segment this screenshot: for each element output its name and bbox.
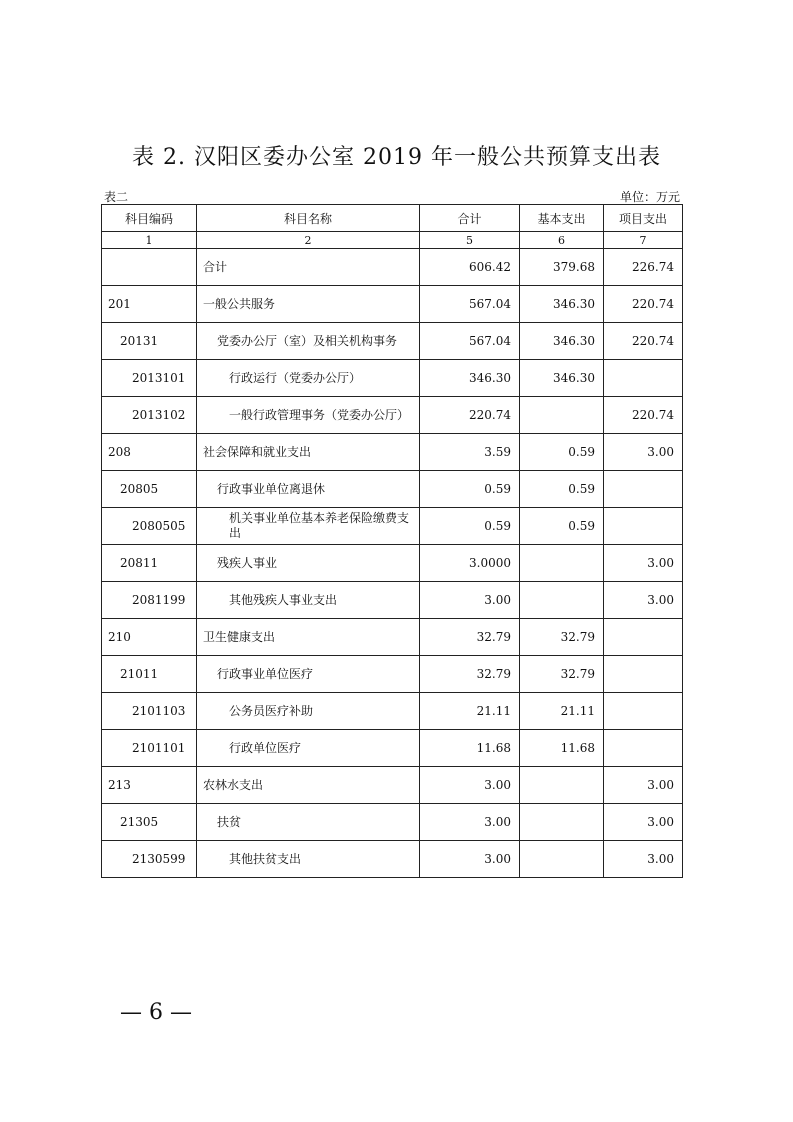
total-cell: 21.11: [420, 693, 520, 730]
project-cell: [604, 360, 683, 397]
name-cell: 农林水支出: [197, 767, 420, 804]
table-row: [102, 360, 683, 397]
code-cell: 21305: [102, 804, 197, 841]
table-row: [102, 841, 683, 878]
total-cell: 3.0000: [420, 545, 520, 582]
basic-cell: [520, 841, 604, 878]
name-cell: 党委办公厅（室）及相关机构事务: [197, 323, 420, 360]
total-cell: 3.59: [420, 434, 520, 471]
project-cell: 226.74: [604, 249, 683, 286]
total-cell: 567.04: [420, 286, 520, 323]
total-cell: 32.79: [420, 619, 520, 656]
basic-cell: [520, 397, 604, 434]
table-row: [102, 619, 683, 656]
project-cell: [604, 619, 683, 656]
code-cell: 2130599: [102, 841, 197, 878]
table-row: [102, 804, 683, 841]
code-cell: 2013101: [102, 360, 197, 397]
total-cell: 3.00: [420, 804, 520, 841]
basic-cell: 0.59: [520, 508, 604, 545]
basic-cell: 379.68: [520, 249, 604, 286]
table-row: [102, 471, 683, 508]
total-cell: 3.00: [420, 767, 520, 804]
page-number: — 6 —: [120, 1000, 192, 1025]
code-cell: 2101103: [102, 693, 197, 730]
table-row: [102, 249, 683, 286]
code-cell: 208: [102, 434, 197, 471]
code-cell: 20811: [102, 545, 197, 582]
basic-cell: 0.59: [520, 434, 604, 471]
basic-cell: 32.79: [520, 656, 604, 693]
project-cell: [604, 508, 683, 545]
header-row: [102, 205, 683, 232]
project-cell: [604, 656, 683, 693]
project-cell: 220.74: [604, 286, 683, 323]
name-cell: 行政单位医疗: [197, 730, 420, 767]
code-cell: [102, 249, 197, 286]
name-cell: 一般行政管理事务（党委办公厅）: [197, 397, 420, 434]
name-cell: 一般公共服务: [197, 286, 420, 323]
table-row: [102, 656, 683, 693]
table-row: [102, 582, 683, 619]
total-cell: 346.30: [420, 360, 520, 397]
code-cell: 20805: [102, 471, 197, 508]
total-cell: 567.04: [420, 323, 520, 360]
code-cell: 20131: [102, 323, 197, 360]
basic-cell: 32.79: [520, 619, 604, 656]
code-cell: 213: [102, 767, 197, 804]
basic-cell: 0.59: [520, 471, 604, 508]
total-cell: 32.79: [420, 656, 520, 693]
project-cell: [604, 730, 683, 767]
project-cell: 3.00: [604, 841, 683, 878]
project-cell: 3.00: [604, 434, 683, 471]
project-cell: 3.00: [604, 582, 683, 619]
column-number: 1: [102, 232, 197, 249]
column-number-row: [102, 232, 683, 249]
code-cell: 2013102: [102, 397, 197, 434]
name-cell: 公务员医疗补助: [197, 693, 420, 730]
name-cell: 卫生健康支出: [197, 619, 420, 656]
basic-cell: [520, 804, 604, 841]
basic-cell: [520, 545, 604, 582]
column-number: 7: [604, 232, 683, 249]
name-cell: 其他扶贫支出: [197, 841, 420, 878]
code-cell: 210: [102, 619, 197, 656]
basic-cell: 11.68: [520, 730, 604, 767]
table-row: [102, 693, 683, 730]
name-cell: 行政事业单位离退休: [197, 471, 420, 508]
basic-cell: [520, 582, 604, 619]
header-name: 科目名称: [197, 205, 420, 232]
header-total: 合计: [420, 205, 520, 232]
basic-cell: 346.30: [520, 286, 604, 323]
table-body: [102, 249, 683, 878]
code-cell: 2080505: [102, 508, 197, 545]
name-cell: 残疾人事业: [197, 545, 420, 582]
name-cell: 扶贫: [197, 804, 420, 841]
budget-table: [101, 204, 683, 878]
project-cell: [604, 471, 683, 508]
table-row: [102, 730, 683, 767]
total-cell: 11.68: [420, 730, 520, 767]
table-row: [102, 323, 683, 360]
project-cell: 220.74: [604, 323, 683, 360]
project-cell: 220.74: [604, 397, 683, 434]
total-cell: 0.59: [420, 471, 520, 508]
project-cell: [604, 693, 683, 730]
name-cell: 合计: [197, 249, 420, 286]
basic-cell: 346.30: [520, 360, 604, 397]
table-row: [102, 397, 683, 434]
project-cell: 3.00: [604, 545, 683, 582]
column-number: 5: [420, 232, 520, 249]
name-cell: 社会保障和就业支出: [197, 434, 420, 471]
table-row: [102, 508, 683, 545]
name-cell: 其他残疾人事业支出: [197, 582, 420, 619]
table-row: [102, 545, 683, 582]
column-number: 6: [520, 232, 604, 249]
code-cell: 21011: [102, 656, 197, 693]
table-row: [102, 434, 683, 471]
basic-cell: 346.30: [520, 323, 604, 360]
total-cell: 3.00: [420, 841, 520, 878]
name-cell: 行政运行（党委办公厅）: [197, 360, 420, 397]
total-cell: 3.00: [420, 582, 520, 619]
project-cell: 3.00: [604, 767, 683, 804]
basic-cell: [520, 767, 604, 804]
table-label: 表二: [104, 190, 129, 204]
project-cell: 3.00: [604, 804, 683, 841]
total-cell: 0.59: [420, 508, 520, 545]
table-row: [102, 767, 683, 804]
name-cell: 机关事业单位基本养老保险缴费支出: [197, 508, 420, 545]
column-number: 2: [197, 232, 420, 249]
code-cell: 201: [102, 286, 197, 323]
code-cell: 2081199: [102, 582, 197, 619]
unit-label: 单位：万元: [619, 190, 680, 204]
header-code: 科目编码: [102, 205, 197, 232]
header-basic: 基本支出: [520, 205, 604, 232]
total-cell: 606.42: [420, 249, 520, 286]
name-cell: 行政事业单位医疗: [197, 656, 420, 693]
table-row: [102, 286, 683, 323]
basic-cell: 21.11: [520, 693, 604, 730]
code-cell: 2101101: [102, 730, 197, 767]
header-project: 项目支出: [604, 205, 683, 232]
total-cell: 220.74: [420, 397, 520, 434]
page-title: 表 2. 汉阳区委办公室 2019 年一般公共预算支出表: [132, 145, 661, 170]
